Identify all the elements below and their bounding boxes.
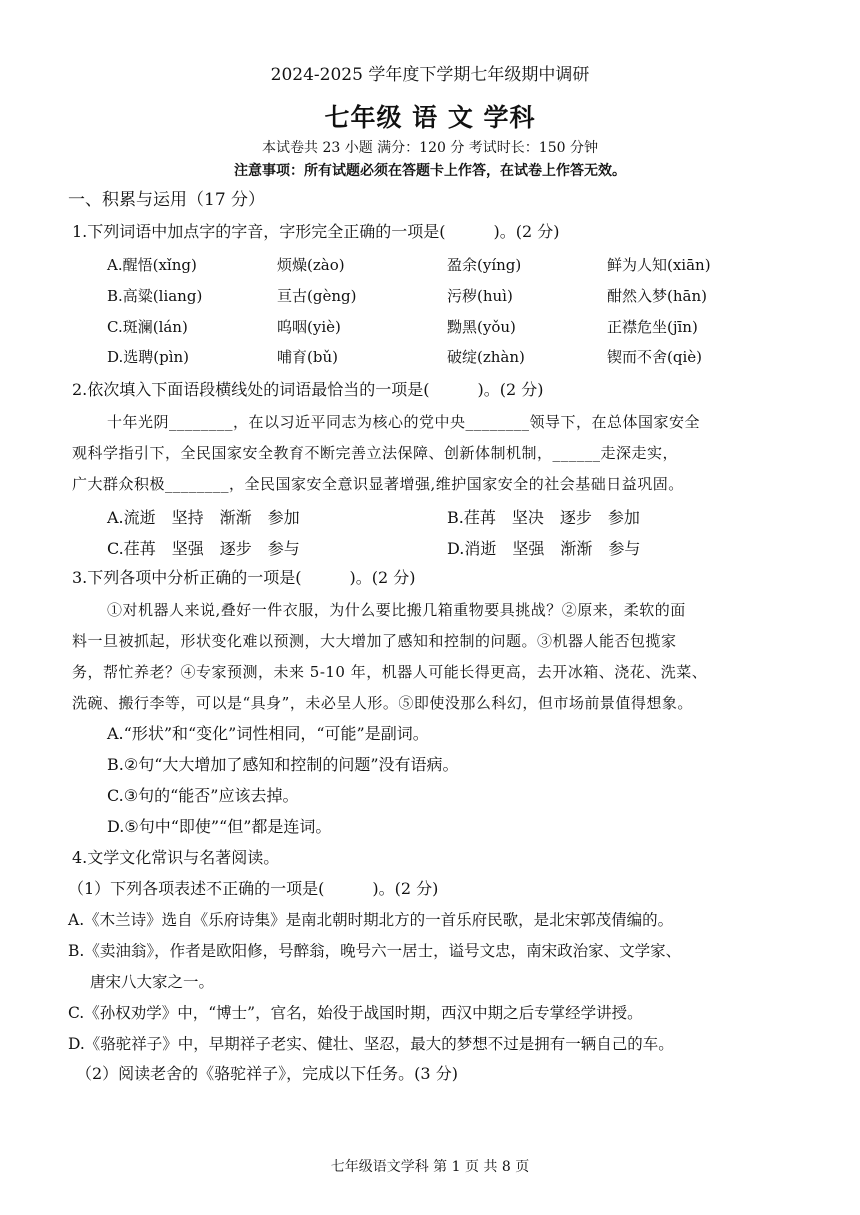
q4-option-b: B.《卖油翁》，作者是欧阳修，号醉翁，晚号六一居士，谥号文忠，南宋政治家、文学家、 [68,942,682,960]
q4-sub2: （2）阅读老舍的《骆驼祥子》，完成以下任务。(3 分) [76,1064,458,1083]
q3-option-c: C.③句的“能否”应该去掉。 [107,786,299,805]
q1-b-3: 污秽(huì) [447,287,513,305]
q2-option-a: A.流逝 坚持 渐渐 参加 [107,508,300,527]
q3-passage-line-3: 务，帮忙养老？④专家预测，未来 5-10 年，机器人可能长得更高，去开冰箱、浇花、洗菜、 [72,663,708,681]
q3-stem: 3.下列各项中分析正确的一项是( )。(2 分) [72,568,416,587]
q3-option-d: D.⑤句中“即使”“但”都是连词。 [107,817,332,836]
page-footer: 七年级语文学科 第 1 页 共 8 页 [330,1159,530,1175]
q1-a-2: 烦燥(zào) [277,256,345,274]
q1-c-2: 呜咽(yiè) [277,318,341,336]
notice: 注意事项：所有试题必须在答题卡上作答，在试卷上作答无效。 [234,163,626,179]
q1-b-4: 酣然入梦(hān) [607,287,707,305]
q1-d-4: 锲而不舍(qiè) [607,348,702,366]
q4-option-c: C.《孙权劝学》中，“博士”，官名，始役于战国时期，西汉中期之后专掌经学讲授。 [68,1004,643,1022]
q1-option-b [107,285,747,306]
q1-d-1: D.选聘(pìn) [107,348,190,366]
subject-title: 七年级 语 文 学科 [324,103,536,132]
q1-a-3: 盈余(yíng) [447,256,522,274]
q1-d-2: 哺育(bǔ) [277,348,338,366]
q1-d-3: 破绽(zhàn) [447,348,525,366]
q4-stem: 4.文学文化常识与名著阅读。 [72,848,280,867]
q1-a-4: 鲜为人知(xiān) [607,256,711,274]
q4-sub1: （1）下列各项表述不正确的一项是( )。(2 分) [68,879,439,898]
q3-passage-line-4: 洗碗、搬行李等，可以是“具身”，未必呈人形。⑤即使没那么科幻，但市场前景值得想象。 [72,694,693,712]
q3-option-b: B.②句“大大增加了感知和控制的问题”没有语病。 [107,755,459,774]
q2-passage-line-2: 观科学指引下，全民国家安全教育不断完善立法保障、创新体制机制，______走深走实， [72,444,679,462]
q2-option-d: D.消逝 坚强 渐渐 参与 [447,539,641,558]
exam-info: 本试卷共 23 小题 满分：120 分 考试时长：150 分钟 [262,140,598,156]
q4-option-b-cont: 唐宋八大家之一。 [90,973,215,991]
q4-option-a: A.《木兰诗》选自《乐府诗集》是南北朝时期北方的一首乐府民歌，是北宋郭茂倩编的。 [68,911,674,929]
q3-passage-line-2: 料一旦被抓起，形状变化难以预测，大大增加了感知和控制的问题。③机器人能否包揽家 [72,632,677,650]
q1-c-3: 黝黑(yǒu) [447,318,516,336]
q1-c-4: 正襟危坐(jīn) [607,318,698,336]
q1-stem: 1.下列词语中加点字的字音，字形完全正确的一项是( )。(2 分) [72,222,560,241]
q3-option-a: A.“形状”和“变化”词性相同，“可能”是副词。 [107,724,429,743]
q3-passage-line-1: ①对机器人来说,叠好一件衣服，为什么要比搬几箱重物要具挑战？②原来，柔软的面 [107,601,686,619]
q2-options-row-1 [107,505,707,528]
section-heading: 一、积累与运用（17 分） [68,190,266,210]
q2-stem: 2.依次填入下面语段横线处的词语最恰当的一项是( )。(2 分) [72,380,544,399]
q2-options-row-2 [107,536,707,559]
q4-option-d: D.《骆驼祥子》中，早期祥子老实、健壮、坚忍，最大的梦想不过是拥有一辆自己的车。 [68,1035,674,1053]
q2-option-c: C.荏苒 坚强 逐步 参与 [107,539,300,558]
q1-c-1: C.斑澜(lán) [107,318,188,336]
q1-b-1: B.高粱(liang) [107,287,203,305]
q2-passage-line-3: 广大群众积极________，全民国家安全意识显著增强,维护国家安全的社会基础日益巩固。 [72,475,684,493]
q1-b-2: 亘古(gèng) [277,287,357,305]
q1-option-d [107,346,747,367]
q1-a-1: A.醒悟(xǐng) [107,256,197,274]
exam-title: 2024-2025 学年度下学期七年级期中调研 [270,65,590,85]
q1-option-a [107,254,747,275]
q2-passage-line-1: 十年光阴________，在以习近平同志为核心的党中央________领导下，在总体国家安全 [107,413,701,431]
q2-option-b: B.荏苒 坚决 逐步 参加 [447,508,640,527]
q1-option-c [107,316,747,337]
